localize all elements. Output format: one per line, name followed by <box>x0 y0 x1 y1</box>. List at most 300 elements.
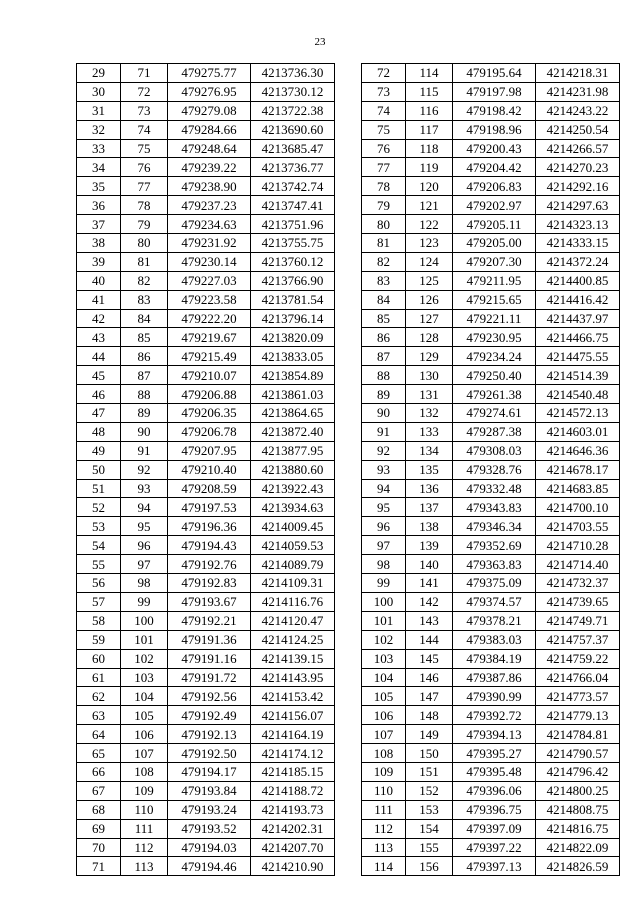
y-coordinate-cell: 4213877.95 <box>251 441 335 460</box>
x-coordinate-cell: 479394.13 <box>453 725 536 744</box>
table-row <box>362 460 620 479</box>
x-coordinate-cell: 479193.24 <box>168 800 251 819</box>
table-row <box>362 120 620 139</box>
row-index-cell: 111 <box>362 800 406 819</box>
y-coordinate-cell: 4214796.42 <box>536 762 620 781</box>
y-coordinate-cell: 4214009.45 <box>251 517 335 536</box>
point-number-cell: 133 <box>406 422 453 441</box>
table-row <box>362 366 620 385</box>
table-row <box>77 762 335 781</box>
x-coordinate-cell: 479210.40 <box>168 460 251 479</box>
point-number-cell: 131 <box>406 385 453 404</box>
y-coordinate-cell: 4214739.65 <box>536 592 620 611</box>
table-row <box>77 800 335 819</box>
point-number-cell: 118 <box>406 139 453 158</box>
row-index-cell: 78 <box>362 177 406 196</box>
x-coordinate-cell: 479328.76 <box>453 460 536 479</box>
x-coordinate-cell: 479207.95 <box>168 441 251 460</box>
point-number-cell: 95 <box>121 517 168 536</box>
table-row <box>77 385 335 404</box>
y-coordinate-cell: 4213736.77 <box>251 158 335 177</box>
table-row <box>362 611 620 630</box>
x-coordinate-cell: 479195.64 <box>453 64 536 83</box>
table-row <box>77 574 335 593</box>
table-row <box>362 82 620 101</box>
y-coordinate-cell: 4214800.25 <box>536 781 620 800</box>
y-coordinate-cell: 4214207.70 <box>251 838 335 857</box>
x-coordinate-cell: 479215.49 <box>168 347 251 366</box>
table-row <box>77 215 335 234</box>
x-coordinate-cell: 479378.21 <box>453 611 536 630</box>
point-number-cell: 138 <box>406 517 453 536</box>
point-number-cell: 134 <box>406 441 453 460</box>
point-number-cell: 105 <box>121 706 168 725</box>
y-coordinate-cell: 4214243.22 <box>536 101 620 120</box>
y-coordinate-cell: 4214185.15 <box>251 762 335 781</box>
x-coordinate-cell: 479396.06 <box>453 781 536 800</box>
row-index-cell: 81 <box>362 234 406 253</box>
point-number-cell: 146 <box>406 668 453 687</box>
table-row <box>362 630 620 649</box>
y-coordinate-cell: 4214466.75 <box>536 328 620 347</box>
table-row <box>77 328 335 347</box>
y-coordinate-cell: 4214193.73 <box>251 800 335 819</box>
x-coordinate-cell: 479198.96 <box>453 120 536 139</box>
x-coordinate-cell: 479194.43 <box>168 536 251 555</box>
y-coordinate-cell: 4214059.53 <box>251 536 335 555</box>
x-coordinate-cell: 479192.56 <box>168 687 251 706</box>
y-coordinate-cell: 4213934.63 <box>251 498 335 517</box>
y-coordinate-cell: 4214202.31 <box>251 819 335 838</box>
table-row <box>362 498 620 517</box>
table-row <box>362 234 620 253</box>
y-coordinate-cell: 4214188.72 <box>251 781 335 800</box>
y-coordinate-cell: 4214759.22 <box>536 649 620 668</box>
y-coordinate-cell: 4214816.75 <box>536 819 620 838</box>
y-coordinate-cell: 4213736.30 <box>251 64 335 83</box>
row-index-cell: 61 <box>77 668 121 687</box>
table-row <box>77 422 335 441</box>
table-row <box>362 290 620 309</box>
point-number-cell: 85 <box>121 328 168 347</box>
table-row <box>77 781 335 800</box>
table-row <box>77 536 335 555</box>
y-coordinate-cell: 4213781.54 <box>251 290 335 309</box>
point-number-cell: 87 <box>121 366 168 385</box>
y-coordinate-cell: 4214603.01 <box>536 422 620 441</box>
point-number-cell: 147 <box>406 687 453 706</box>
point-number-cell: 126 <box>406 290 453 309</box>
x-coordinate-cell: 479205.00 <box>453 234 536 253</box>
table-row <box>77 668 335 687</box>
y-coordinate-cell: 4214250.54 <box>536 120 620 139</box>
point-number-cell: 122 <box>406 215 453 234</box>
row-index-cell: 85 <box>362 309 406 328</box>
table-row <box>362 215 620 234</box>
point-number-cell: 130 <box>406 366 453 385</box>
row-index-cell: 86 <box>362 328 406 347</box>
table-row <box>362 139 620 158</box>
point-number-cell: 139 <box>406 536 453 555</box>
row-index-cell: 45 <box>77 366 121 385</box>
row-index-cell: 113 <box>362 838 406 857</box>
y-coordinate-cell: 4214572.13 <box>536 404 620 423</box>
table-row <box>362 196 620 215</box>
point-number-cell: 96 <box>121 536 168 555</box>
x-coordinate-cell: 479206.78 <box>168 422 251 441</box>
row-index-cell: 88 <box>362 366 406 385</box>
row-index-cell: 104 <box>362 668 406 687</box>
point-number-cell: 150 <box>406 744 453 763</box>
row-index-cell: 42 <box>77 309 121 328</box>
y-coordinate-cell: 4214540.48 <box>536 385 620 404</box>
row-index-cell: 76 <box>362 139 406 158</box>
row-index-cell: 77 <box>362 158 406 177</box>
table-row <box>362 404 620 423</box>
point-number-cell: 92 <box>121 460 168 479</box>
row-index-cell: 36 <box>77 196 121 215</box>
table-row <box>362 555 620 574</box>
x-coordinate-cell: 479279.08 <box>168 101 251 120</box>
point-number-cell: 77 <box>121 177 168 196</box>
row-index-cell: 70 <box>77 838 121 857</box>
table-row <box>77 857 335 876</box>
x-coordinate-cell: 479234.63 <box>168 215 251 234</box>
table-row <box>77 234 335 253</box>
x-coordinate-cell: 479192.50 <box>168 744 251 763</box>
table-row <box>362 177 620 196</box>
table-row <box>362 649 620 668</box>
point-number-cell: 88 <box>121 385 168 404</box>
x-coordinate-cell: 479332.48 <box>453 479 536 498</box>
x-coordinate-cell: 479395.48 <box>453 762 536 781</box>
table-row <box>362 687 620 706</box>
y-coordinate-cell: 4214143.95 <box>251 668 335 687</box>
point-number-cell: 137 <box>406 498 453 517</box>
table-row <box>362 252 620 271</box>
point-number-cell: 115 <box>406 82 453 101</box>
row-index-cell: 74 <box>362 101 406 120</box>
y-coordinate-cell: 4214400.85 <box>536 271 620 290</box>
y-coordinate-cell: 4214156.07 <box>251 706 335 725</box>
y-coordinate-cell: 4213833.05 <box>251 347 335 366</box>
x-coordinate-cell: 479231.92 <box>168 234 251 253</box>
point-number-cell: 153 <box>406 800 453 819</box>
table-row <box>362 385 620 404</box>
table-row <box>77 517 335 536</box>
table-row <box>362 101 620 120</box>
row-index-cell: 29 <box>77 64 121 83</box>
x-coordinate-cell: 479238.90 <box>168 177 251 196</box>
row-index-cell: 56 <box>77 574 121 593</box>
table-row <box>362 271 620 290</box>
point-number-cell: 80 <box>121 234 168 253</box>
x-coordinate-cell: 479211.95 <box>453 271 536 290</box>
point-number-cell: 114 <box>406 64 453 83</box>
row-index-cell: 66 <box>77 762 121 781</box>
y-coordinate-cell: 4214297.63 <box>536 196 620 215</box>
point-number-cell: 140 <box>406 555 453 574</box>
table-row <box>77 479 335 498</box>
point-number-cell: 84 <box>121 309 168 328</box>
point-number-cell: 74 <box>121 120 168 139</box>
point-number-cell: 141 <box>406 574 453 593</box>
table-row <box>362 422 620 441</box>
y-coordinate-cell: 4214808.75 <box>536 800 620 819</box>
point-number-cell: 144 <box>406 630 453 649</box>
table-row <box>362 762 620 781</box>
point-number-cell: 148 <box>406 706 453 725</box>
x-coordinate-cell: 479387.86 <box>453 668 536 687</box>
row-index-cell: 102 <box>362 630 406 649</box>
y-coordinate-cell: 4214646.36 <box>536 441 620 460</box>
x-coordinate-cell: 479215.65 <box>453 290 536 309</box>
y-coordinate-cell: 4213685.47 <box>251 139 335 158</box>
y-coordinate-cell: 4214416.42 <box>536 290 620 309</box>
x-coordinate-cell: 479219.67 <box>168 328 251 347</box>
row-index-cell: 84 <box>362 290 406 309</box>
table-row <box>77 177 335 196</box>
table-row <box>77 498 335 517</box>
point-number-cell: 86 <box>121 347 168 366</box>
x-coordinate-cell: 479396.75 <box>453 800 536 819</box>
row-index-cell: 73 <box>362 82 406 101</box>
y-coordinate-cell: 4214372.24 <box>536 252 620 271</box>
y-coordinate-cell: 4214779.13 <box>536 706 620 725</box>
y-coordinate-cell: 4213755.75 <box>251 234 335 253</box>
point-number-cell: 71 <box>121 64 168 83</box>
point-number-cell: 93 <box>121 479 168 498</box>
row-index-cell: 105 <box>362 687 406 706</box>
point-number-cell: 89 <box>121 404 168 423</box>
table-row <box>362 328 620 347</box>
y-coordinate-cell: 4214333.15 <box>536 234 620 253</box>
y-coordinate-cell: 4213872.40 <box>251 422 335 441</box>
y-coordinate-cell: 4214139.15 <box>251 649 335 668</box>
x-coordinate-cell: 479200.43 <box>453 139 536 158</box>
y-coordinate-cell: 4213730.12 <box>251 82 335 101</box>
row-index-cell: 46 <box>77 385 121 404</box>
table-row <box>77 744 335 763</box>
point-number-cell: 73 <box>121 101 168 120</box>
row-index-cell: 107 <box>362 725 406 744</box>
table-row <box>362 668 620 687</box>
y-coordinate-cell: 4214475.55 <box>536 347 620 366</box>
row-index-cell: 49 <box>77 441 121 460</box>
x-coordinate-cell: 479230.95 <box>453 328 536 347</box>
point-number-cell: 142 <box>406 592 453 611</box>
point-number-cell: 72 <box>121 82 168 101</box>
row-index-cell: 87 <box>362 347 406 366</box>
point-number-cell: 123 <box>406 234 453 253</box>
x-coordinate-cell: 479363.83 <box>453 555 536 574</box>
coordinates-table-left <box>76 63 335 876</box>
point-number-cell: 121 <box>406 196 453 215</box>
x-coordinate-cell: 479395.27 <box>453 744 536 763</box>
y-coordinate-cell: 4214266.57 <box>536 139 620 158</box>
row-index-cell: 52 <box>77 498 121 517</box>
row-index-cell: 100 <box>362 592 406 611</box>
row-index-cell: 60 <box>77 649 121 668</box>
x-coordinate-cell: 479343.83 <box>453 498 536 517</box>
point-number-cell: 112 <box>121 838 168 857</box>
point-number-cell: 136 <box>406 479 453 498</box>
point-number-cell: 79 <box>121 215 168 234</box>
y-coordinate-cell: 4214822.09 <box>536 838 620 857</box>
table-row <box>77 271 335 290</box>
point-number-cell: 152 <box>406 781 453 800</box>
point-number-cell: 99 <box>121 592 168 611</box>
table-row <box>362 347 620 366</box>
point-number-cell: 94 <box>121 498 168 517</box>
y-coordinate-cell: 4213742.74 <box>251 177 335 196</box>
point-number-cell: 129 <box>406 347 453 366</box>
row-index-cell: 99 <box>362 574 406 593</box>
x-coordinate-cell: 479191.72 <box>168 668 251 687</box>
table-row <box>362 574 620 593</box>
point-number-cell: 107 <box>121 744 168 763</box>
point-number-cell: 82 <box>121 271 168 290</box>
y-coordinate-cell: 4214437.97 <box>536 309 620 328</box>
y-coordinate-cell: 4214292.16 <box>536 177 620 196</box>
y-coordinate-cell: 4214089.79 <box>251 555 335 574</box>
row-index-cell: 43 <box>77 328 121 347</box>
point-number-cell: 83 <box>121 290 168 309</box>
x-coordinate-cell: 479192.76 <box>168 555 251 574</box>
row-index-cell: 31 <box>77 101 121 120</box>
x-coordinate-cell: 479197.53 <box>168 498 251 517</box>
row-index-cell: 54 <box>77 536 121 555</box>
point-number-cell: 154 <box>406 819 453 838</box>
table-row <box>362 592 620 611</box>
table-row <box>362 819 620 838</box>
row-index-cell: 82 <box>362 252 406 271</box>
row-index-cell: 95 <box>362 498 406 517</box>
x-coordinate-cell: 479197.98 <box>453 82 536 101</box>
point-number-cell: 97 <box>121 555 168 574</box>
x-coordinate-cell: 479390.99 <box>453 687 536 706</box>
table-row <box>77 64 335 83</box>
x-coordinate-cell: 479196.36 <box>168 517 251 536</box>
point-number-cell: 116 <box>406 101 453 120</box>
point-number-cell: 101 <box>121 630 168 649</box>
row-index-cell: 57 <box>77 592 121 611</box>
x-coordinate-cell: 479223.58 <box>168 290 251 309</box>
x-coordinate-cell: 479210.07 <box>168 366 251 385</box>
x-coordinate-cell: 479192.13 <box>168 725 251 744</box>
row-index-cell: 80 <box>362 215 406 234</box>
x-coordinate-cell: 479374.57 <box>453 592 536 611</box>
row-index-cell: 69 <box>77 819 121 838</box>
x-coordinate-cell: 479221.11 <box>453 309 536 328</box>
row-index-cell: 96 <box>362 517 406 536</box>
row-index-cell: 112 <box>362 819 406 838</box>
row-index-cell: 67 <box>77 781 121 800</box>
x-coordinate-cell: 479308.03 <box>453 441 536 460</box>
x-coordinate-cell: 479193.84 <box>168 781 251 800</box>
row-index-cell: 53 <box>77 517 121 536</box>
x-coordinate-cell: 479206.83 <box>453 177 536 196</box>
point-number-cell: 111 <box>121 819 168 838</box>
y-coordinate-cell: 4214109.31 <box>251 574 335 593</box>
row-index-cell: 44 <box>77 347 121 366</box>
table-row <box>77 196 335 215</box>
y-coordinate-cell: 4214683.85 <box>536 479 620 498</box>
point-number-cell: 103 <box>121 668 168 687</box>
point-number-cell: 106 <box>121 725 168 744</box>
y-coordinate-cell: 4213796.14 <box>251 309 335 328</box>
table-row <box>362 158 620 177</box>
y-coordinate-cell: 4214218.31 <box>536 64 620 83</box>
row-index-cell: 83 <box>362 271 406 290</box>
y-coordinate-cell: 4213880.60 <box>251 460 335 479</box>
table-row <box>77 158 335 177</box>
table-row <box>77 819 335 838</box>
x-coordinate-cell: 479227.03 <box>168 271 251 290</box>
x-coordinate-cell: 479261.38 <box>453 385 536 404</box>
table-row <box>362 838 620 857</box>
row-index-cell: 72 <box>362 64 406 83</box>
x-coordinate-cell: 479392.72 <box>453 706 536 725</box>
point-number-cell: 132 <box>406 404 453 423</box>
x-coordinate-cell: 479250.40 <box>453 366 536 385</box>
table-row <box>362 309 620 328</box>
point-number-cell: 113 <box>121 857 168 876</box>
point-number-cell: 91 <box>121 441 168 460</box>
x-coordinate-cell: 479222.20 <box>168 309 251 328</box>
y-coordinate-cell: 4214210.90 <box>251 857 335 876</box>
table-row <box>362 517 620 536</box>
table-row <box>362 706 620 725</box>
y-coordinate-cell: 4213922.43 <box>251 479 335 498</box>
table-row <box>77 101 335 120</box>
point-number-cell: 108 <box>121 762 168 781</box>
row-index-cell: 58 <box>77 611 121 630</box>
y-coordinate-cell: 4214790.57 <box>536 744 620 763</box>
x-coordinate-cell: 479204.42 <box>453 158 536 177</box>
row-index-cell: 92 <box>362 441 406 460</box>
x-coordinate-cell: 479397.09 <box>453 819 536 838</box>
row-index-cell: 97 <box>362 536 406 555</box>
point-number-cell: 149 <box>406 725 453 744</box>
y-coordinate-cell: 4214120.47 <box>251 611 335 630</box>
x-coordinate-cell: 479202.97 <box>453 196 536 215</box>
point-number-cell: 102 <box>121 649 168 668</box>
x-coordinate-cell: 479287.38 <box>453 422 536 441</box>
point-number-cell: 124 <box>406 252 453 271</box>
row-index-cell: 34 <box>77 158 121 177</box>
point-number-cell: 156 <box>406 857 453 876</box>
row-index-cell: 32 <box>77 120 121 139</box>
x-coordinate-cell: 479206.35 <box>168 404 251 423</box>
x-coordinate-cell: 479275.77 <box>168 64 251 83</box>
row-index-cell: 47 <box>77 404 121 423</box>
row-index-cell: 63 <box>77 706 121 725</box>
x-coordinate-cell: 479276.95 <box>168 82 251 101</box>
table-row <box>362 64 620 83</box>
row-index-cell: 55 <box>77 555 121 574</box>
row-index-cell: 41 <box>77 290 121 309</box>
x-coordinate-cell: 479397.22 <box>453 838 536 857</box>
y-coordinate-cell: 4213766.90 <box>251 271 335 290</box>
y-coordinate-cell: 4213820.09 <box>251 328 335 347</box>
x-coordinate-cell: 479194.03 <box>168 838 251 857</box>
x-coordinate-cell: 479352.69 <box>453 536 536 555</box>
x-coordinate-cell: 479284.66 <box>168 120 251 139</box>
y-coordinate-cell: 4214174.12 <box>251 744 335 763</box>
row-index-cell: 94 <box>362 479 406 498</box>
row-index-cell: 38 <box>77 234 121 253</box>
